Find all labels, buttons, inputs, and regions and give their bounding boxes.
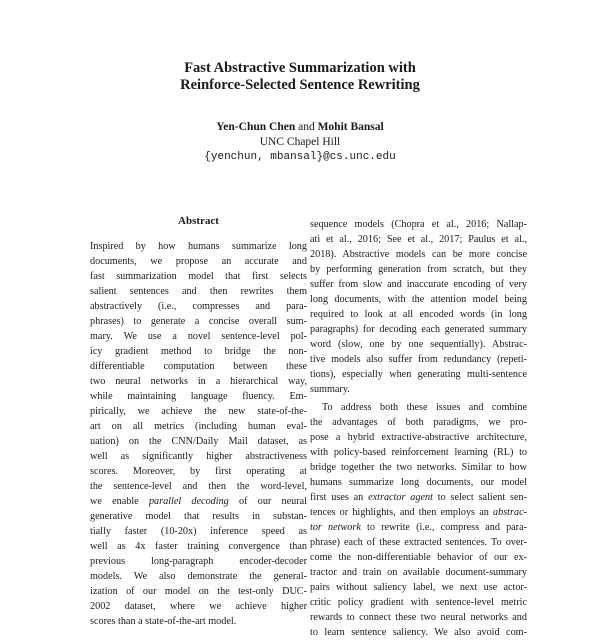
abstract-line: scores than a state-of-the-art model. [90, 616, 237, 627]
author-1: Yen-Chun Chen [216, 121, 296, 133]
affiliation: UNC Chapel Hill [259, 136, 341, 148]
abstract-line: pirically, we achieve the new state-of-the- [90, 406, 307, 417]
intro-line: To address both these issues and combine [322, 402, 527, 413]
intro-line: paragraphs) for decoding each generated summary [310, 324, 527, 335]
intro-line: pairs without saliency label, we next use actor- [310, 582, 527, 593]
intro-line: with policy-based reinforcement learning (RL) to [310, 447, 527, 458]
parallel-decoding-term: parallel decoding [148, 496, 229, 507]
abstractor-network-term-cont: tor network [310, 522, 361, 533]
abstract-line: mary. We use a novel sentence-level pol- [90, 331, 307, 342]
intro-line: the advantages of both paradigms, we pro- [310, 417, 527, 428]
abstract-line: while maintaining language fluency. Em- [90, 391, 307, 402]
intro-line: sequence models (Chopra et al., 2016; Nallap- [310, 219, 527, 230]
intro-line: long documents, with the attention model being [310, 294, 527, 305]
intro-line: rewards to connect these two neural networks and [310, 612, 527, 623]
abstract-line: salient sentences and then rewrites them [90, 286, 307, 297]
abstract-line: 2002 dataset, where we achieve higher [90, 601, 307, 612]
intro-column [310, 217, 527, 640]
intro-line-emphasis: first uses an extractor agent to select salient sen- [310, 492, 527, 503]
abstract-line: previous long-paragraph encoder-decoder [90, 556, 307, 567]
intro-line: summary. [310, 384, 350, 395]
intro-line: tions), especially when generating multi-sentence [310, 369, 527, 380]
intro-line-emphasis: tences or highlights, and then employs an abstrac- [310, 507, 527, 518]
intro-line: phrase) each of these extracted sentences. To over- [310, 537, 527, 548]
intro-line-emphasis: tor network to rewrite (i.e., compress and para- [310, 522, 527, 533]
intro-line: word (slow, one by one sequentially). Abstrac- [310, 339, 527, 350]
intro-line: come the non-differentiable behavior of our ex- [310, 552, 527, 563]
author-2: Mohit Bansal [317, 121, 384, 133]
intro-line: ati et al., 2016; See et al., 2017; Paulus et al., [310, 234, 527, 245]
intro-line: pose a hybrid extractive-abstractive architecture, [310, 432, 527, 443]
abstract-line: differentiable computation between these [90, 361, 307, 372]
abstractor-network-term: abstrac- [493, 507, 527, 518]
extractor-agent-term: extractor agent [368, 492, 433, 503]
title-line-2: Reinforce-Selected Sentence Rewriting [180, 77, 420, 93]
intro-line: by performing generation from scratch, but they [310, 264, 527, 275]
intro-line: tractor and train on available document-summary [310, 567, 527, 578]
title-line-1: Fast Abstractive Summarization with [184, 60, 416, 76]
abstract-line: uation) on the CNN/Daily Mail dataset, as [90, 436, 307, 447]
author-block [0, 120, 600, 165]
abstract-heading: Abstract [178, 215, 219, 227]
abstract-line: well as 4x faster training convergence than [90, 541, 307, 552]
intro-line: bridge together the two networks. Similar to how [310, 462, 527, 473]
abstract-line: well as significantly higher abstractiveness [90, 451, 307, 462]
intro-line: critic policy gradient with sentence-level metric [310, 597, 527, 608]
abstract-line: documents, we propose an accurate and [90, 256, 307, 267]
intro-line: to learn sentence saliency. We also avoid com- [310, 627, 527, 638]
author-names [0, 120, 600, 135]
author-conjunction: and [298, 121, 315, 133]
abstract-line: icy gradient method to bridge the non- [90, 346, 307, 357]
abstract-line: the sentence-level and then the word-level, [90, 481, 307, 492]
abstract-column [90, 214, 307, 629]
abstract-line: ization of our model on the test-only DUC- [90, 586, 307, 597]
paper-title [0, 60, 600, 94]
intro-line: suffer from slow and inaccurate encoding of very [310, 279, 527, 290]
abstract-line: Inspired by how humans summarize long [90, 241, 307, 252]
abstract-line: fast summarization model that first selects [90, 271, 307, 282]
abstract-line: abstractively (i.e., compresses and para- [90, 301, 307, 312]
intro-line: tive models also suffer from redundancy (repeti- [310, 354, 527, 365]
intro-line: 2018). Abstractive models can be more concise [310, 249, 527, 260]
abstract-line: two neural networks in a hierarchical way, [90, 376, 307, 387]
abstract-line: scores. Moreover, by first operating at [90, 466, 307, 477]
abstract-line: art on all metrics (including human eval- [90, 421, 307, 432]
abstract-line: tially faster (10-20x) inference speed as [90, 526, 307, 537]
intro-line: required to look at all encoded words (in long [310, 309, 527, 320]
abstract-line-emphasis: we enable parallel decoding of our neural [90, 496, 307, 507]
author-emails: {yenchun, mbansal}@cs.unc.edu [204, 151, 396, 163]
abstract-line: phrases) to generate a concise overall sum- [90, 316, 307, 327]
abstract-line: generative model that results in substan- [90, 511, 307, 522]
intro-line: humans summarize long documents, our model [310, 477, 527, 488]
abstract-line: models. We also demonstrate the general- [90, 571, 307, 582]
